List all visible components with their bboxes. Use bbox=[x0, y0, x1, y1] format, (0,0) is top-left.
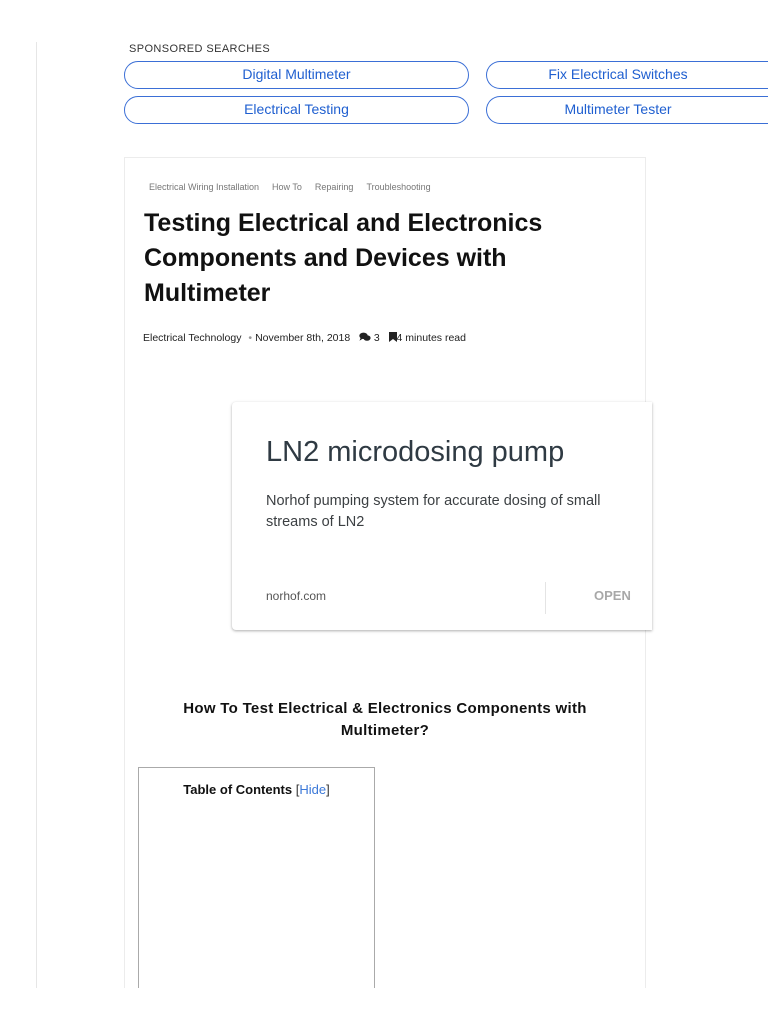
toc-header bbox=[139, 782, 374, 797]
sponsored-link-label: Multimeter Tester bbox=[564, 101, 672, 117]
sponsored-link-label: Fix Electrical Switches bbox=[548, 66, 688, 82]
category-link[interactable]: Repairing bbox=[314, 182, 354, 192]
ad-open-button[interactable]: OPEN bbox=[594, 588, 631, 603]
comments-link[interactable] bbox=[359, 332, 380, 344]
section-heading: How To Test Electrical & Electronics Components with Multimeter? bbox=[183, 700, 587, 739]
post-date: November 8th, 2018 bbox=[255, 332, 351, 344]
comment-count: 3 bbox=[373, 332, 380, 344]
toc-title: Table of Contents bbox=[183, 782, 293, 797]
category-list bbox=[149, 182, 444, 192]
left-divider bbox=[36, 42, 37, 988]
table-of-contents bbox=[138, 767, 375, 997]
sponsored-searches-label: SPONSORED SEARCHES bbox=[129, 43, 271, 55]
toc-hide-link[interactable]: Hide bbox=[299, 782, 327, 797]
sponsored-link-digital-multimeter[interactable]: Digital Multimeter bbox=[124, 61, 469, 89]
bookmark-icon bbox=[389, 332, 397, 342]
ad-domain[interactable]: norhof.com bbox=[266, 589, 327, 603]
category-link[interactable]: How To bbox=[272, 182, 302, 192]
meta-separator: • bbox=[248, 332, 253, 344]
toc-bracket: ] bbox=[326, 782, 330, 797]
ad-divider bbox=[545, 582, 546, 614]
ad-card[interactable] bbox=[232, 402, 652, 630]
author-link[interactable]: Electrical Technology bbox=[143, 332, 242, 344]
sponsored-link-fix-electrical-switches[interactable] bbox=[486, 61, 768, 89]
category-link[interactable]: Troubleshooting bbox=[366, 182, 431, 192]
article-meta bbox=[143, 332, 466, 344]
sponsored-link-electrical-testing[interactable]: Electrical Testing bbox=[124, 96, 469, 124]
comment-icon bbox=[359, 332, 371, 342]
sponsored-link-multimeter-tester[interactable] bbox=[486, 96, 768, 124]
category-link[interactable]: Electrical Wiring Installation bbox=[149, 182, 260, 192]
toc-bracket: [ bbox=[295, 782, 300, 797]
article-title: Testing Electrical and Electronics Components and Devices with Multimeter bbox=[144, 209, 543, 307]
ad-title[interactable]: LN2 microdosing pump bbox=[266, 436, 565, 468]
page-bottom-background bbox=[0, 988, 768, 1024]
read-time: 4 minutes read bbox=[396, 332, 466, 344]
ad-description: Norhof pumping system for accurate dosing of small streams of LN2 bbox=[266, 493, 601, 530]
